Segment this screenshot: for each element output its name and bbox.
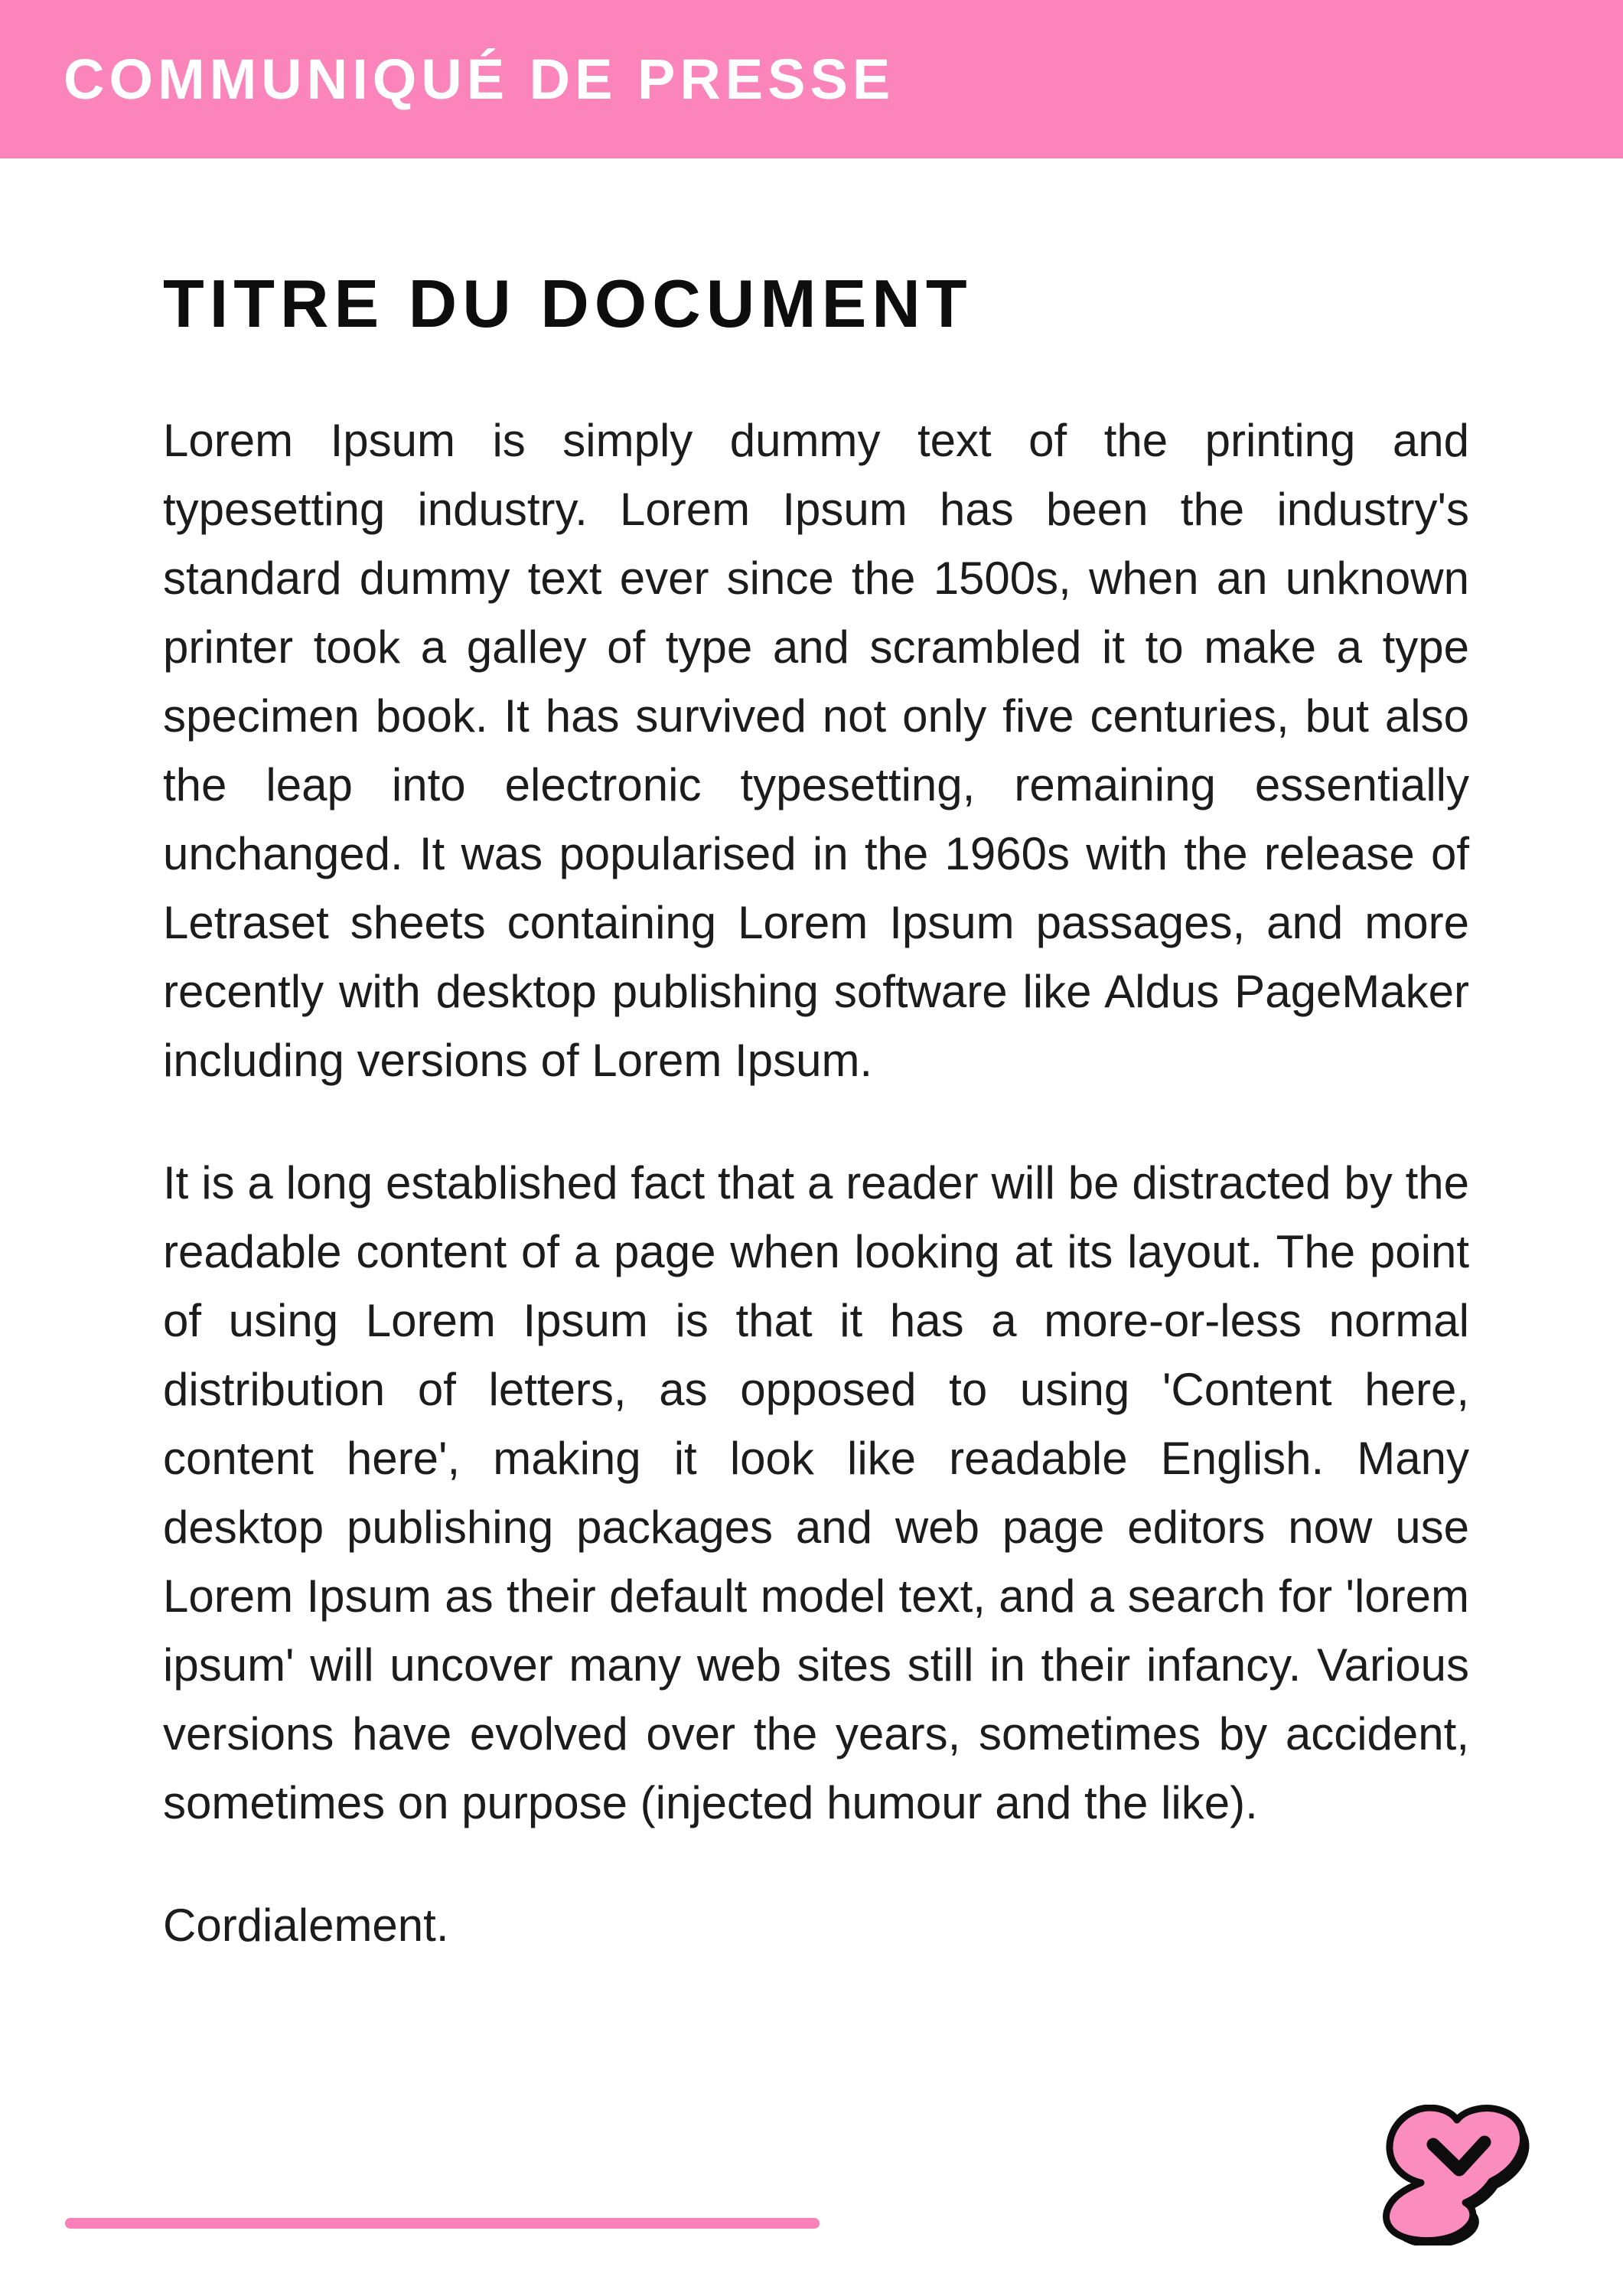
heart-s-logo-icon (1380, 2105, 1542, 2245)
body-paragraph-1: Lorem Ipsum is simply dummy text of the printing and typesetting industry. Lorem Ipsum has been the industry's standard dummy text ever since the 1500s, when an unknown printer took a galley of type and scrambled it to make a type specimen book. It has survived not only five centuries, but also the leap into electronic typesetting, remaining essentially unchanged. It was popularised in the 1960s with the release of Letraset sheets containing Lorem Ipsum passages, and more recently with desktop publishing software like Aldus PageMaker including versions of Lorem Ipsum. (163, 415, 1469, 1086)
closing-text: Cordialement. (163, 1900, 449, 1951)
page-title: TITRE DU DOCUMENT (163, 266, 973, 341)
body-paragraph-2: It is a long established fact that a reader will be distracted by the readable content of a page when looking at its layout. The point of using Lorem Ipsum is that it has a more-or-less normal distribution of letters, as opposed to using 'Content here, content here', making it look like readable English. Many desktop publishing packages and web page editors now use Lorem Ipsum as their default model text, and a search for 'lorem ipsum' will uncover many web sites still in their infancy. Various versions have evolved over the years, sometimes by accident, sometimes on purpose (injected humour and the like). (163, 1157, 1469, 1828)
footer-divider (65, 2218, 820, 2229)
document-body (0, 266, 1623, 1960)
header-banner (0, 0, 1623, 158)
header-title: COMMUNIQUÉ DE PRESSE (64, 47, 895, 111)
